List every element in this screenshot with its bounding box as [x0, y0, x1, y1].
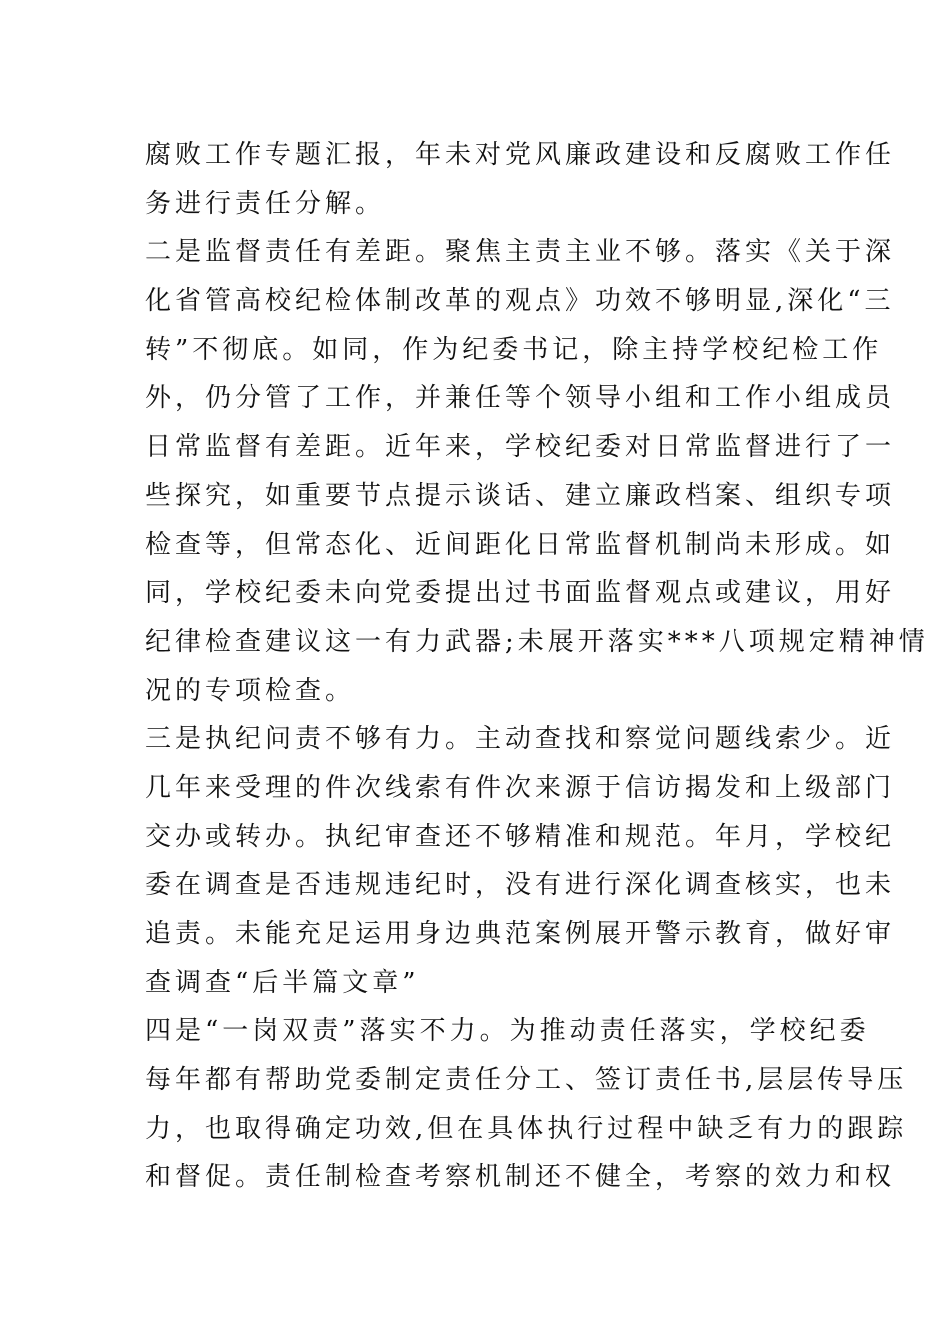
text-line: 力，也取得确定功效,但在具体执行过程中缺乏有力的跟踪 — [145, 1113, 908, 1144]
text-line: 二是监督责任有差距。聚焦主责主业不够。落实《关于深 — [145, 237, 896, 268]
text-line: 转”不彻底。如同，作为纪委书记，除主持学校纪检工作 — [145, 334, 883, 365]
text-line: 交办或转办。执纪审查还不够精准和规范。年月，学校纪 — [145, 821, 896, 852]
text-line: 和督促。责任制检查考察机制还不健全，考察的效力和权 — [145, 1162, 896, 1193]
text-line: 外，仍分管了工作，并兼任等个领导小组和工作小组成员 — [145, 383, 896, 414]
text-line: 务进行责任分解。 — [145, 188, 386, 219]
text-line: 每年都有帮助党委制定责任分工、签订责任书,层层传导压 — [145, 1065, 908, 1096]
text-line: 况的专项检查。 — [145, 675, 356, 706]
text-line: 几年来受理的件次线索有件次来源于信访揭发和上级部门 — [145, 772, 896, 803]
text-line: 纪律检查建议这一有力武器;未展开落实***八项规定精神情 — [145, 626, 929, 657]
text-line: 化省管高校纪检体制改革的观点》功效不够明显,深化“三 — [145, 286, 895, 317]
text-line: 同，学校纪委未向党委提出过书面监督观点或建议，用好 — [145, 578, 896, 609]
text-line: 追责。未能充足运用身边典范案例展开警示教育，做好审 — [145, 919, 896, 949]
text-line: 腐败工作专题汇报，年未对党风廉政建设和反腐败工作任 — [145, 140, 896, 170]
text-line: 三是执纪问责不够有力。主动查找和察觉问题线索少。近 — [145, 724, 896, 755]
text-line: 委在调查是否违规违纪时，没有进行深化调查核实，也未 — [145, 870, 896, 901]
document-body — [145, 131, 929, 1202]
text-line: 些探究，如重要节点提示谈话、建立廉政档案、组织专项 — [145, 480, 896, 511]
text-line: 四是“一岗双责”落实不力。为推动责任落实，学校纪委 — [145, 1016, 870, 1047]
text-line: 检查等，但常态化、近间距化日常监督机制尚未形成。如 — [145, 529, 896, 560]
text-line: 查调查“后半篇文章” — [145, 967, 420, 998]
text-line: 日常监督有差距。近年来，学校纪委对日常监督进行了一 — [145, 432, 896, 463]
